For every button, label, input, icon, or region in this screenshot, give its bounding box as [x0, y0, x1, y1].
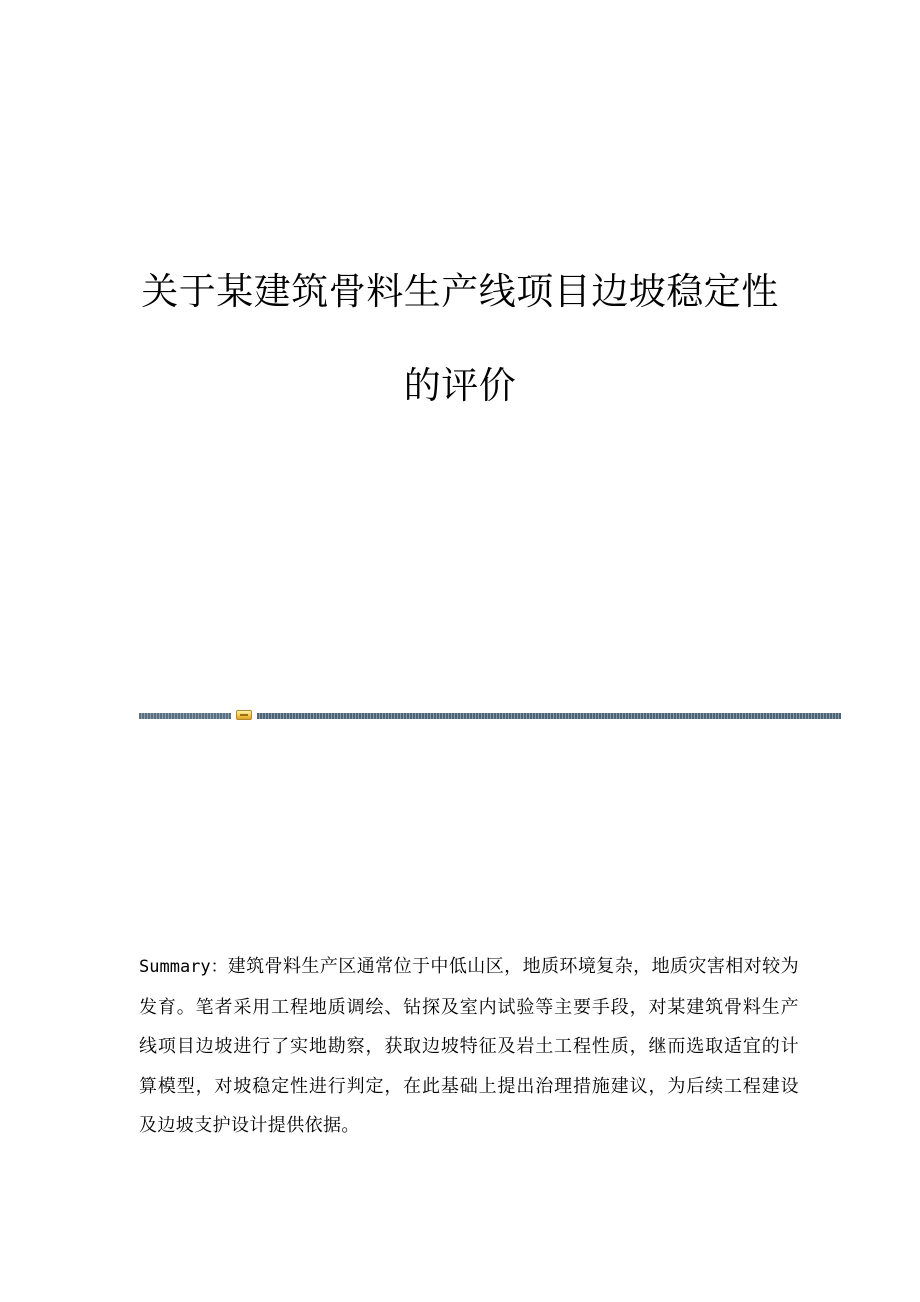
section-divider [139, 710, 841, 721]
summary-label: Summary： [139, 957, 228, 977]
summary-text: 建筑骨料生产区通常位于中低山区，地质环境复杂，地质灾害相对较为发育。笔者采用工程地质调绘、钻探及室内试验等主要手段，对某建筑骨料生产线项目边坡进行了实地勘察，获取边坡特征及岩土工程性质，继而选取适宜的计算模型，对坡稳定性进行判定，在此基础上提出治理措施建议，为后续工程建设及边坡支护设计提供依据。 [139, 956, 799, 1137]
summary-paragraph [139, 947, 799, 1146]
divider-bar-right [257, 713, 841, 719]
document-title-line-2: 的评价 [403, 364, 517, 407]
document-title-line-1: 关于某建筑骨料生产线项目边坡稳定性 [141, 270, 779, 313]
divider-ornament-icon [236, 710, 252, 720]
divider-bar-left [139, 713, 231, 719]
